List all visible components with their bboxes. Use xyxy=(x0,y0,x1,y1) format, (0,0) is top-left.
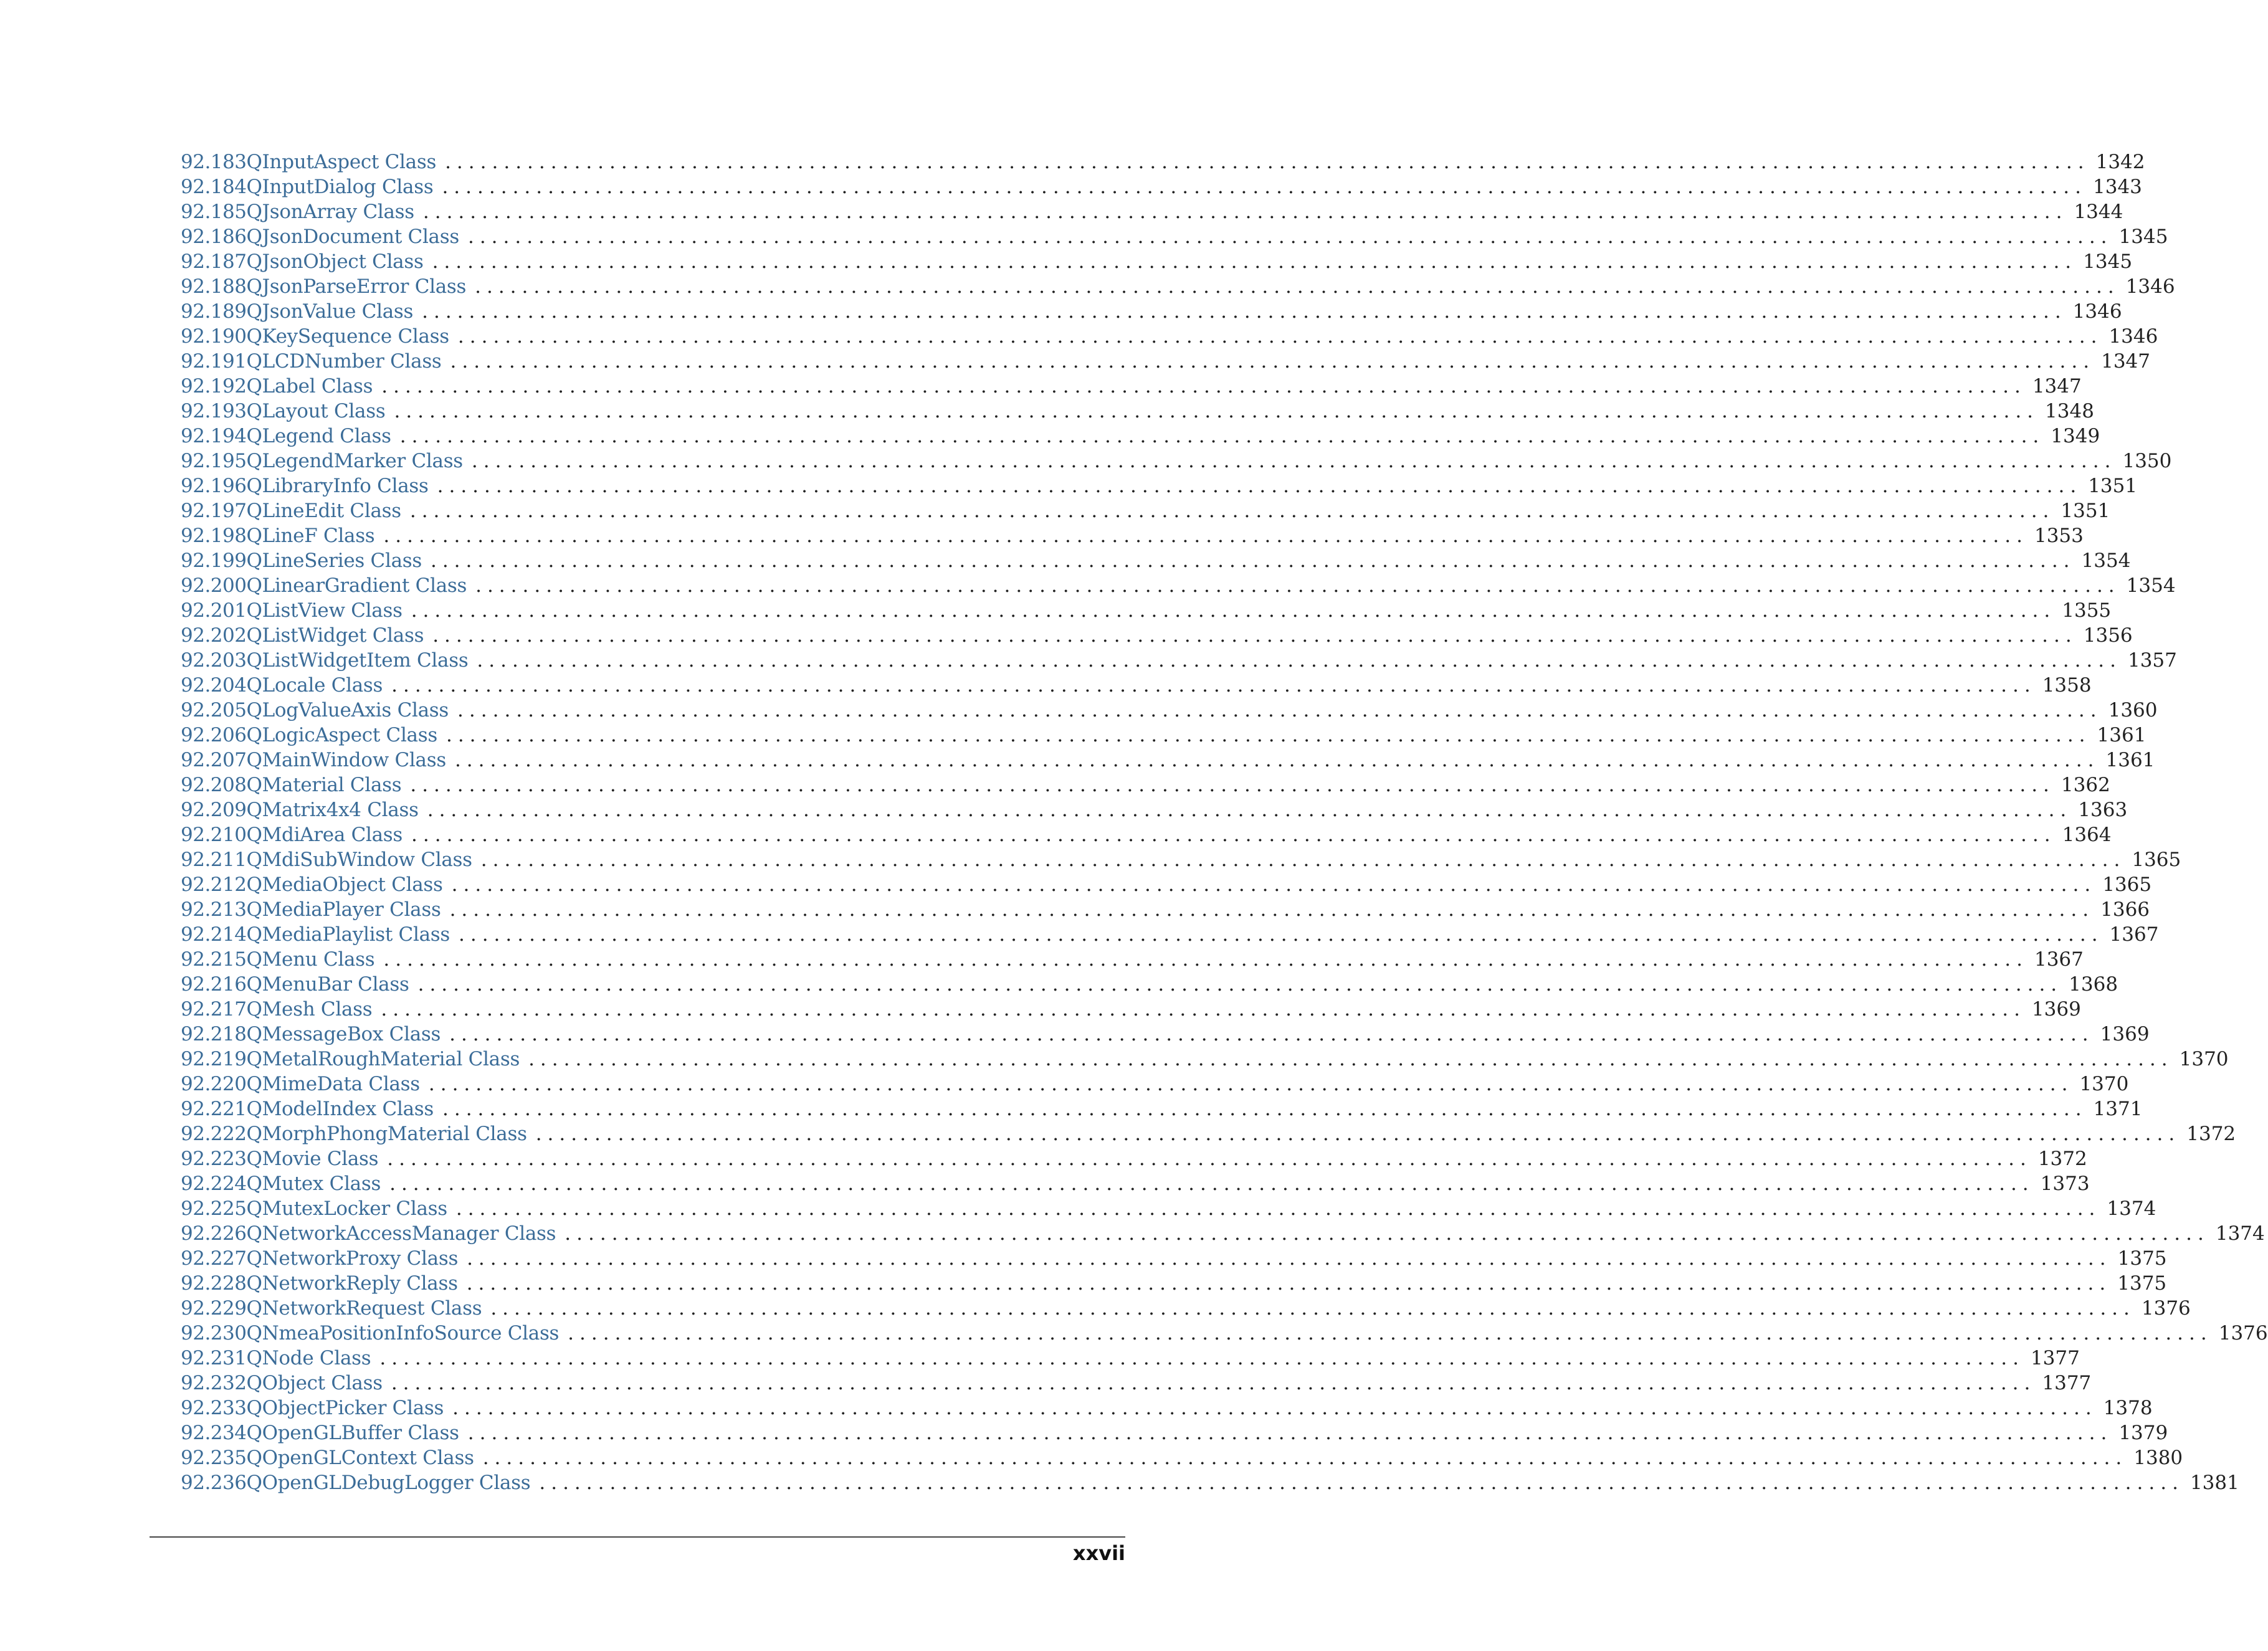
toc-entry-number[interactable]: 92.206 xyxy=(181,724,247,746)
toc-entry-page-number: 1356 xyxy=(2083,624,2133,647)
toc-entry-title-link[interactable]: QNode Class xyxy=(246,1347,371,1369)
toc-entry-number[interactable]: 92.233 xyxy=(181,1397,247,1419)
toc-entry-page-number: 1371 xyxy=(2093,1098,2143,1120)
toc-entry[interactable] xyxy=(181,773,2110,797)
toc-entry-number[interactable]: 92.215 xyxy=(181,948,247,971)
toc-dot-leader: ............................................................................................................................................ xyxy=(467,1247,2112,1270)
toc-entry-page-number: 1367 xyxy=(2109,923,2159,946)
toc-entry[interactable] xyxy=(181,374,2082,399)
toc-entry-title-link[interactable]: QListWidgetItem Class xyxy=(246,649,469,672)
toc-dot-leader: ............................................................................................................................................ xyxy=(482,1447,2128,1469)
toc-entry[interactable] xyxy=(181,1022,2150,1047)
toc-dot-leader: ............................................................................................................................................ xyxy=(391,674,2036,697)
toc-entry-title-link[interactable]: QMatrix4x4 Class xyxy=(246,799,419,821)
toc-entry-number[interactable]: 92.214 xyxy=(181,923,247,946)
toc-entry-page-number: 1376 xyxy=(2141,1297,2191,1320)
toc-entry-title-link[interactable]: QJsonObject Class xyxy=(246,250,424,273)
toc-entry-title-link[interactable]: QListView Class xyxy=(246,599,403,622)
toc-entry-number[interactable]: 92.223 xyxy=(181,1148,247,1170)
toc-dot-leader: ............................................................................................................................................ xyxy=(389,1173,2034,1195)
toc-dot-leader: ............................................................................................................................................ xyxy=(450,350,2095,373)
toc-dot-leader: ............................................................................................................................................ xyxy=(422,201,2068,223)
toc-entry-title-link[interactable]: QMainWindow Class xyxy=(246,749,446,771)
toc-entry[interactable] xyxy=(181,1072,2129,1097)
toc-entry-title-link[interactable]: QLinearGradient Class xyxy=(246,574,467,597)
toc-entry-number[interactable]: 92.191 xyxy=(181,350,247,373)
toc-entry[interactable] xyxy=(181,897,2150,922)
toc-entry[interactable] xyxy=(181,399,2094,424)
toc-entry[interactable] xyxy=(181,598,2112,623)
toc-entry-number[interactable]: 92.204 xyxy=(181,674,247,697)
toc-entry[interactable] xyxy=(181,174,2142,199)
toc-entry[interactable] xyxy=(181,673,2092,698)
toc-entry-number[interactable]: 92.202 xyxy=(181,624,247,647)
toc-entry-page-number: 1367 xyxy=(2034,948,2084,971)
toc-entry[interactable] xyxy=(181,1445,2183,1470)
toc-entry-title-link[interactable]: QInputDialog Class xyxy=(246,176,434,198)
toc-dot-leader: ............................................................................................................................................ xyxy=(477,649,2122,672)
toc-entry-title-link[interactable]: QLineSeries Class xyxy=(246,550,422,572)
toc-entry-page-number: 1355 xyxy=(2062,599,2112,622)
toc-entry-number[interactable]: 92.196 xyxy=(181,475,247,497)
toc-entry-page-number: 1346 xyxy=(2108,325,2158,348)
toc-entry[interactable] xyxy=(181,1371,2092,1396)
toc-entry-title-link[interactable]: QNmeaPositionInfoSource Class xyxy=(246,1322,560,1344)
toc-entry-number[interactable]: 92.227 xyxy=(181,1247,247,1270)
toc-dot-leader: ............................................................................................................................................ xyxy=(411,824,2056,846)
toc-entry-page-number: 1370 xyxy=(2179,1048,2229,1070)
toc-entry-number[interactable]: 92.187 xyxy=(181,250,247,273)
toc-dot-leader: ............................................................................................................................................ xyxy=(399,425,2045,447)
toc-entry[interactable] xyxy=(181,1047,2229,1072)
toc-entry[interactable] xyxy=(181,748,2155,773)
toc-dot-leader: ............................................................................................................................................ xyxy=(381,998,2026,1021)
toc-entry-number[interactable]: 92.228 xyxy=(181,1272,247,1295)
toc-entry-title-link[interactable]: QLabel Class xyxy=(246,375,373,397)
toc-entry-page-number: 1351 xyxy=(2061,500,2110,522)
toc-entry-title-link[interactable]: QMediaPlaylist Class xyxy=(246,923,450,946)
toc-dot-leader: ............................................................................................................................................ xyxy=(455,1197,2101,1220)
toc-entry-page-number: 1346 xyxy=(2125,275,2175,298)
toc-entry-title-link[interactable]: QMovie Class xyxy=(246,1148,379,1170)
toc-entry-number[interactable]: 92.216 xyxy=(181,973,247,996)
toc-entry-title-link[interactable]: QLegend Class xyxy=(246,425,391,447)
toc-entry-title-link[interactable]: QOpenGLDebugLogger Class xyxy=(246,1472,531,1494)
toc-entry-title-link[interactable]: QJsonDocument Class xyxy=(246,226,459,248)
toc-dot-leader: ............................................................................................................................................ xyxy=(449,898,2095,921)
toc-entry-page-number: 1364 xyxy=(2062,824,2112,846)
toc-entry-title-link[interactable]: QMediaObject Class xyxy=(246,873,443,896)
toc-entry-title-link[interactable]: QLayout Class xyxy=(246,400,386,422)
toc-entry-title-link[interactable]: QLineEdit Class xyxy=(246,500,401,522)
toc-entry-number[interactable]: 92.186 xyxy=(181,226,247,248)
toc-dot-leader: ............................................................................................................................................ xyxy=(409,500,2055,522)
toc-entry-number[interactable]: 92.190 xyxy=(181,325,247,348)
toc-dot-leader: ............................................................................................................................................ xyxy=(432,250,2077,273)
toc-entry-page-number: 1342 xyxy=(2095,151,2145,173)
toc-entry-number[interactable]: 92.222 xyxy=(181,1123,247,1145)
toc-entry-title-link[interactable]: QMdiSubWindow Class xyxy=(246,849,472,871)
toc-entry[interactable] xyxy=(181,548,2131,573)
toc-entry-number[interactable]: 92.224 xyxy=(181,1173,247,1195)
toc-entry[interactable] xyxy=(181,872,2152,897)
toc-entry-page-number: 1358 xyxy=(2042,674,2092,697)
toc-entry[interactable] xyxy=(181,523,2084,548)
toc-dot-leader: ............................................................................................................................................ xyxy=(452,1397,2097,1419)
toc-entry-number[interactable]: 92.221 xyxy=(181,1098,247,1120)
toc-entry-title-link[interactable]: QNetworkAccessManager Class xyxy=(246,1222,556,1245)
toc-entry-number[interactable]: 92.185 xyxy=(181,201,247,223)
toc-entry-number[interactable]: 92.212 xyxy=(181,873,247,896)
toc-entry-page-number: 1373 xyxy=(2040,1173,2090,1195)
toc-entry[interactable] xyxy=(181,498,2110,523)
toc-entry-page-number: 1347 xyxy=(2032,375,2082,397)
toc-entry-number[interactable]: 92.192 xyxy=(181,375,247,397)
toc-entry-page-number: 1344 xyxy=(2074,201,2123,223)
toc-entry-title-link[interactable]: QLibraryInfo Class xyxy=(246,475,429,497)
toc-entry-page-number: 1346 xyxy=(2072,300,2122,323)
toc-entry-page-number: 1362 xyxy=(2061,774,2110,796)
toc-entry-title-link[interactable]: QMimeData Class xyxy=(246,1073,420,1095)
toc-entry-title-link[interactable]: QMesh Class xyxy=(246,998,373,1021)
toc-entry[interactable] xyxy=(181,473,2138,498)
toc-dot-leader: ............................................................................................................................................ xyxy=(467,1422,2113,1444)
toc-dot-leader: ............................................................................................................................................ xyxy=(449,1023,2094,1045)
toc-entry-page-number: 1348 xyxy=(2045,400,2094,422)
toc-dot-leader: ............................................................................................................................................ xyxy=(535,1123,2181,1145)
toc-dot-leader: ............................................................................................................................................ xyxy=(454,749,2100,771)
toc-entry[interactable] xyxy=(181,224,2168,249)
toc-entry-number[interactable]: 92.211 xyxy=(181,849,247,871)
toc-entry-page-number: 1350 xyxy=(2122,450,2172,472)
toc-entry-page-number: 1372 xyxy=(2037,1148,2087,1170)
toc-dot-leader: ............................................................................................................................................ xyxy=(458,923,2104,946)
toc-entry-title-link[interactable]: QLCDNumber Class xyxy=(246,350,442,373)
page-number: xxvii xyxy=(1072,1541,1125,1565)
toc-entry[interactable] xyxy=(181,573,2176,598)
toc-entry-number[interactable]: 92.194 xyxy=(181,425,247,447)
toc-entry-page-number: 1349 xyxy=(2051,425,2100,447)
toc-entry-page-number: 1361 xyxy=(2097,724,2146,746)
toc-entry-page-number: 1377 xyxy=(2042,1372,2092,1394)
toc-entry[interactable] xyxy=(181,648,2177,673)
toc-entry-number[interactable]: 92.225 xyxy=(181,1197,247,1220)
toc-entry-title-link[interactable]: QInputAspect Class xyxy=(246,151,437,173)
toc-dot-leader: ............................................................................................................................................ xyxy=(432,624,2077,647)
toc-entry-number[interactable]: 92.226 xyxy=(181,1222,247,1245)
toc-entry[interactable] xyxy=(181,972,2118,997)
toc-entry-number[interactable]: 92.234 xyxy=(181,1422,247,1444)
toc-dot-leader: ............................................................................................................................................ xyxy=(437,475,2082,497)
toc-dot-leader: ............................................................................................................................................ xyxy=(387,1148,2032,1170)
toc-dot-leader: ............................................................................................................................................ xyxy=(417,973,2063,996)
toc-entry-title-link[interactable]: QJsonValue Class xyxy=(246,300,414,323)
toc-entry-number[interactable]: 92.198 xyxy=(181,525,247,547)
toc-entry-title-link[interactable]: QMorphPhongMaterial Class xyxy=(246,1123,527,1145)
toc-entry[interactable] xyxy=(181,1171,2090,1196)
toc-entry-title-link[interactable]: QMenuBar Class xyxy=(246,973,409,996)
toc-entry[interactable] xyxy=(181,847,2181,872)
toc-entry[interactable] xyxy=(181,822,2112,847)
toc-entry-page-number: 1366 xyxy=(2100,898,2150,921)
toc-entry-page-number: 1374 xyxy=(2107,1197,2156,1220)
toc-dot-leader: ............................................................................................................................................ xyxy=(411,599,2056,622)
toc-entry-number[interactable]: 92.231 xyxy=(181,1347,247,1369)
toc-entry-page-number: 1375 xyxy=(2117,1272,2167,1295)
toc-entry[interactable] xyxy=(181,150,2145,174)
toc-entry-title-link[interactable]: QOpenGLBuffer Class xyxy=(246,1422,459,1444)
toc-entry-page-number: 1376 xyxy=(2218,1322,2268,1344)
toc-dot-leader: ............................................................................................................................................ xyxy=(379,1347,2024,1369)
toc-entry[interactable] xyxy=(181,698,2158,723)
toc-entry-number[interactable]: 92.189 xyxy=(181,300,247,323)
toc-entry-number[interactable]: 92.200 xyxy=(181,574,247,597)
toc-entry-page-number: 1345 xyxy=(2083,250,2133,273)
toc-dot-leader: ............................................................................................................................................ xyxy=(475,275,2120,298)
toc-entry-page-number: 1365 xyxy=(2102,873,2152,896)
toc-entry[interactable] xyxy=(181,922,2159,947)
toc-dot-leader: ............................................................................................................................................ xyxy=(466,1272,2112,1295)
toc-entry-title-link[interactable]: QMutex Class xyxy=(246,1173,381,1195)
toc-entry[interactable] xyxy=(181,947,2084,972)
toc-entry[interactable] xyxy=(181,1470,2239,1495)
toc-entry-page-number: 1354 xyxy=(2081,550,2131,572)
toc-entry[interactable] xyxy=(181,1271,2167,1296)
toc-entry[interactable] xyxy=(181,723,2146,748)
toc-entry-title-link[interactable]: QNetworkRequest Class xyxy=(246,1297,482,1320)
toc-dot-leader: ............................................................................................................................................ xyxy=(410,774,2055,796)
toc-entry-number[interactable]: 92.230 xyxy=(181,1322,247,1344)
toc-entry[interactable] xyxy=(181,1146,2087,1171)
toc-entry[interactable] xyxy=(181,299,2122,324)
toc-entry-title-link[interactable]: QMessageBox Class xyxy=(246,1023,441,1045)
toc-entry-number[interactable]: 92.201 xyxy=(181,599,247,622)
toc-entry-number[interactable]: 92.236 xyxy=(181,1472,247,1494)
toc-dot-leader: ............................................................................................................................................ xyxy=(451,873,2097,896)
toc-entry-title-link[interactable]: QKeySequence Class xyxy=(246,325,449,348)
toc-entry[interactable] xyxy=(181,449,2172,473)
toc-entry-page-number: 1357 xyxy=(2127,649,2177,672)
toc-entry-number[interactable]: 92.193 xyxy=(181,400,247,422)
toc-entry-number[interactable]: 92.213 xyxy=(181,898,247,921)
toc-dot-leader: ............................................................................................................................................ xyxy=(457,699,2102,721)
toc-entry-number[interactable]: 92.208 xyxy=(181,774,247,796)
toc-entry-title-link[interactable]: QMenu Class xyxy=(246,948,375,971)
toc-entry-title-link[interactable]: QJsonArray Class xyxy=(246,201,414,223)
toc-entry-page-number: 1378 xyxy=(2103,1397,2153,1419)
toc-entry[interactable] xyxy=(181,1221,2265,1246)
toc-dot-leader: ............................................................................................................................................ xyxy=(475,574,2120,597)
toc-entry-page-number: 1369 xyxy=(2031,998,2081,1021)
toc-entry-page-number: 1370 xyxy=(2079,1073,2129,1095)
toc-entry[interactable] xyxy=(181,1296,2191,1321)
toc-entry-page-number: 1377 xyxy=(2030,1347,2080,1369)
toc-entry[interactable] xyxy=(181,274,2175,299)
toc-entry[interactable] xyxy=(181,997,2081,1022)
toc-entry[interactable] xyxy=(181,1097,2143,1121)
toc-dot-leader: ............................................................................................................................................ xyxy=(528,1048,2173,1070)
toc-entry-number[interactable]: 92.203 xyxy=(181,649,247,672)
toc-entry-number[interactable]: 92.217 xyxy=(181,998,247,1021)
toc-entry[interactable] xyxy=(181,1246,2167,1271)
toc-dot-leader: ............................................................................................................................................ xyxy=(430,550,2075,572)
toc-entry-page-number: 1369 xyxy=(2100,1023,2150,1045)
toc-dot-leader: ............................................................................................................................................ xyxy=(471,450,2117,472)
toc-entry-number[interactable]: 92.207 xyxy=(181,749,247,771)
toc-entry-number[interactable]: 92.184 xyxy=(181,176,247,198)
toc-dot-leader: ............................................................................................................................................ xyxy=(568,1322,2213,1344)
toc-entry-page-number: 1375 xyxy=(2117,1247,2167,1270)
toc-entry-title-link[interactable]: QNetworkProxy Class xyxy=(246,1247,459,1270)
toc-entry-title-link[interactable]: QOpenGLContext Class xyxy=(246,1447,474,1469)
toc-entry[interactable] xyxy=(181,797,2128,822)
toc-entry-title-link[interactable]: QMediaPlayer Class xyxy=(246,898,441,921)
toc-entry-title-link[interactable]: QObjectPicker Class xyxy=(246,1397,444,1419)
toc-entry-title-link[interactable]: QMetalRoughMaterial Class xyxy=(246,1048,520,1070)
toc-entry[interactable] xyxy=(181,1396,2153,1420)
toc-dot-leader: ............................................................................................................................................ xyxy=(565,1222,2209,1245)
toc-dot-leader: ............................................................................................................................................ xyxy=(427,799,2072,821)
toc-entry-title-link[interactable]: QObject Class xyxy=(246,1372,383,1394)
toc-entry-number[interactable]: 92.209 xyxy=(181,799,247,821)
toc-entry[interactable] xyxy=(181,324,2158,349)
toc-entry-page-number: 1361 xyxy=(2105,749,2155,771)
toc-dot-leader: ............................................................................................................................................ xyxy=(467,226,2113,248)
toc-entry-title-link[interactable]: QLineF Class xyxy=(246,525,375,547)
toc-entry-page-number: 1351 xyxy=(2088,475,2138,497)
toc-entry[interactable] xyxy=(181,249,2133,274)
toc-entry-page-number: 1365 xyxy=(2132,849,2181,871)
toc-entry-title-link[interactable]: QLogValueAxis Class xyxy=(246,699,449,721)
toc-dot-leader: ............................................................................................................................................ xyxy=(383,525,2028,547)
toc-dot-leader: ............................................................................................................................................ xyxy=(428,1073,2074,1095)
toc-entry-title-link[interactable]: QMdiArea Class xyxy=(246,824,403,846)
toc-entry-page-number: 1345 xyxy=(2118,226,2168,248)
toc-entry-number[interactable]: 92.188 xyxy=(181,275,247,298)
toc-entry-number[interactable]: 92.205 xyxy=(181,699,247,721)
footer-divider xyxy=(150,1536,1125,1538)
toc-entry-number[interactable]: 92.218 xyxy=(181,1023,247,1045)
toc-entry-title-link[interactable]: QMutexLocker Class xyxy=(246,1197,447,1220)
toc-entry-number[interactable]: 92.220 xyxy=(181,1073,247,1095)
toc-entry-page-number: 1374 xyxy=(2215,1222,2265,1245)
toc-entry[interactable] xyxy=(181,1196,2156,1221)
toc-entry-page-number: 1372 xyxy=(2186,1123,2236,1145)
toc-entry-title-link[interactable]: QMaterial Class xyxy=(246,774,402,796)
toc-dot-leader: ............................................................................................................................................ xyxy=(442,176,2087,198)
toc-entry-number[interactable]: 92.195 xyxy=(181,450,247,472)
toc-entry-title-link[interactable]: QLocale Class xyxy=(246,674,383,697)
toc-entry[interactable] xyxy=(181,1420,2168,1445)
toc-entry-number[interactable]: 92.183 xyxy=(181,151,247,173)
toc-entry-title-link[interactable]: QListWidget Class xyxy=(246,624,424,647)
toc-dot-leader: ............................................................................................................................................ xyxy=(446,724,2091,746)
toc-dot-leader: ............................................................................................................................................ xyxy=(383,948,2028,971)
toc-entry[interactable] xyxy=(181,1121,2236,1146)
toc-entry-number[interactable]: 92.197 xyxy=(181,500,247,522)
toc-entry-number[interactable]: 92.229 xyxy=(181,1297,247,1320)
toc-entry[interactable] xyxy=(181,199,2123,224)
toc-entry-title-link[interactable]: QLegendMarker Class xyxy=(246,450,463,472)
toc-entry-title-link[interactable]: QJsonParseError Class xyxy=(246,275,467,298)
toc-entry-page-number: 1360 xyxy=(2108,699,2158,721)
toc-entry-page-number: 1353 xyxy=(2034,525,2084,547)
toc-dot-leader: ............................................................................................................................................ xyxy=(457,325,2103,348)
toc-entry[interactable] xyxy=(181,623,2133,648)
toc-entry-number[interactable]: 92.219 xyxy=(181,1048,247,1070)
toc-entry-number[interactable]: 92.199 xyxy=(181,550,247,572)
toc-dot-leader: ............................................................................................................................................ xyxy=(394,400,2039,422)
toc-dot-leader: ............................................................................................................................................ xyxy=(391,1372,2036,1394)
toc-entry[interactable] xyxy=(181,349,2151,374)
toc-entry-page-number: 1381 xyxy=(2189,1472,2239,1494)
toc-dot-leader: ............................................................................................................................................ xyxy=(442,1098,2087,1120)
toc-entry-page-number: 1380 xyxy=(2133,1447,2183,1469)
table-of-contents xyxy=(181,150,2268,1495)
toc-entry-page-number: 1343 xyxy=(2093,176,2142,198)
toc-dot-leader: ............................................................................................................................................ xyxy=(445,151,2090,173)
toc-entry-number[interactable]: 92.235 xyxy=(181,1447,247,1469)
toc-dot-leader: ............................................................................................................................................ xyxy=(539,1472,2184,1494)
toc-dot-leader: ............................................................................................................................................ xyxy=(381,375,2026,397)
toc-entry[interactable] xyxy=(181,1346,2080,1371)
toc-entry-number[interactable]: 92.232 xyxy=(181,1372,247,1394)
toc-entry[interactable] xyxy=(181,424,2100,449)
toc-entry-title-link[interactable]: QLogicAspect Class xyxy=(246,724,437,746)
toc-entry-page-number: 1379 xyxy=(2118,1422,2168,1444)
toc-entry-page-number: 1368 xyxy=(2069,973,2118,996)
toc-dot-leader: ............................................................................................................................................ xyxy=(480,849,2126,871)
toc-entry-title-link[interactable]: QModelIndex Class xyxy=(246,1098,434,1120)
toc-entry[interactable] xyxy=(181,1321,2268,1346)
toc-entry-title-link[interactable]: QNetworkReply Class xyxy=(246,1272,458,1295)
toc-entry-page-number: 1354 xyxy=(2126,574,2176,597)
toc-entry-page-number: 1347 xyxy=(2101,350,2151,373)
toc-entry-page-number: 1363 xyxy=(2078,799,2128,821)
toc-dot-leader: ............................................................................................................................................ xyxy=(422,300,2067,323)
toc-dot-leader: ............................................................................................................................................ xyxy=(490,1297,2135,1320)
toc-entry-number[interactable]: 92.210 xyxy=(181,824,247,846)
